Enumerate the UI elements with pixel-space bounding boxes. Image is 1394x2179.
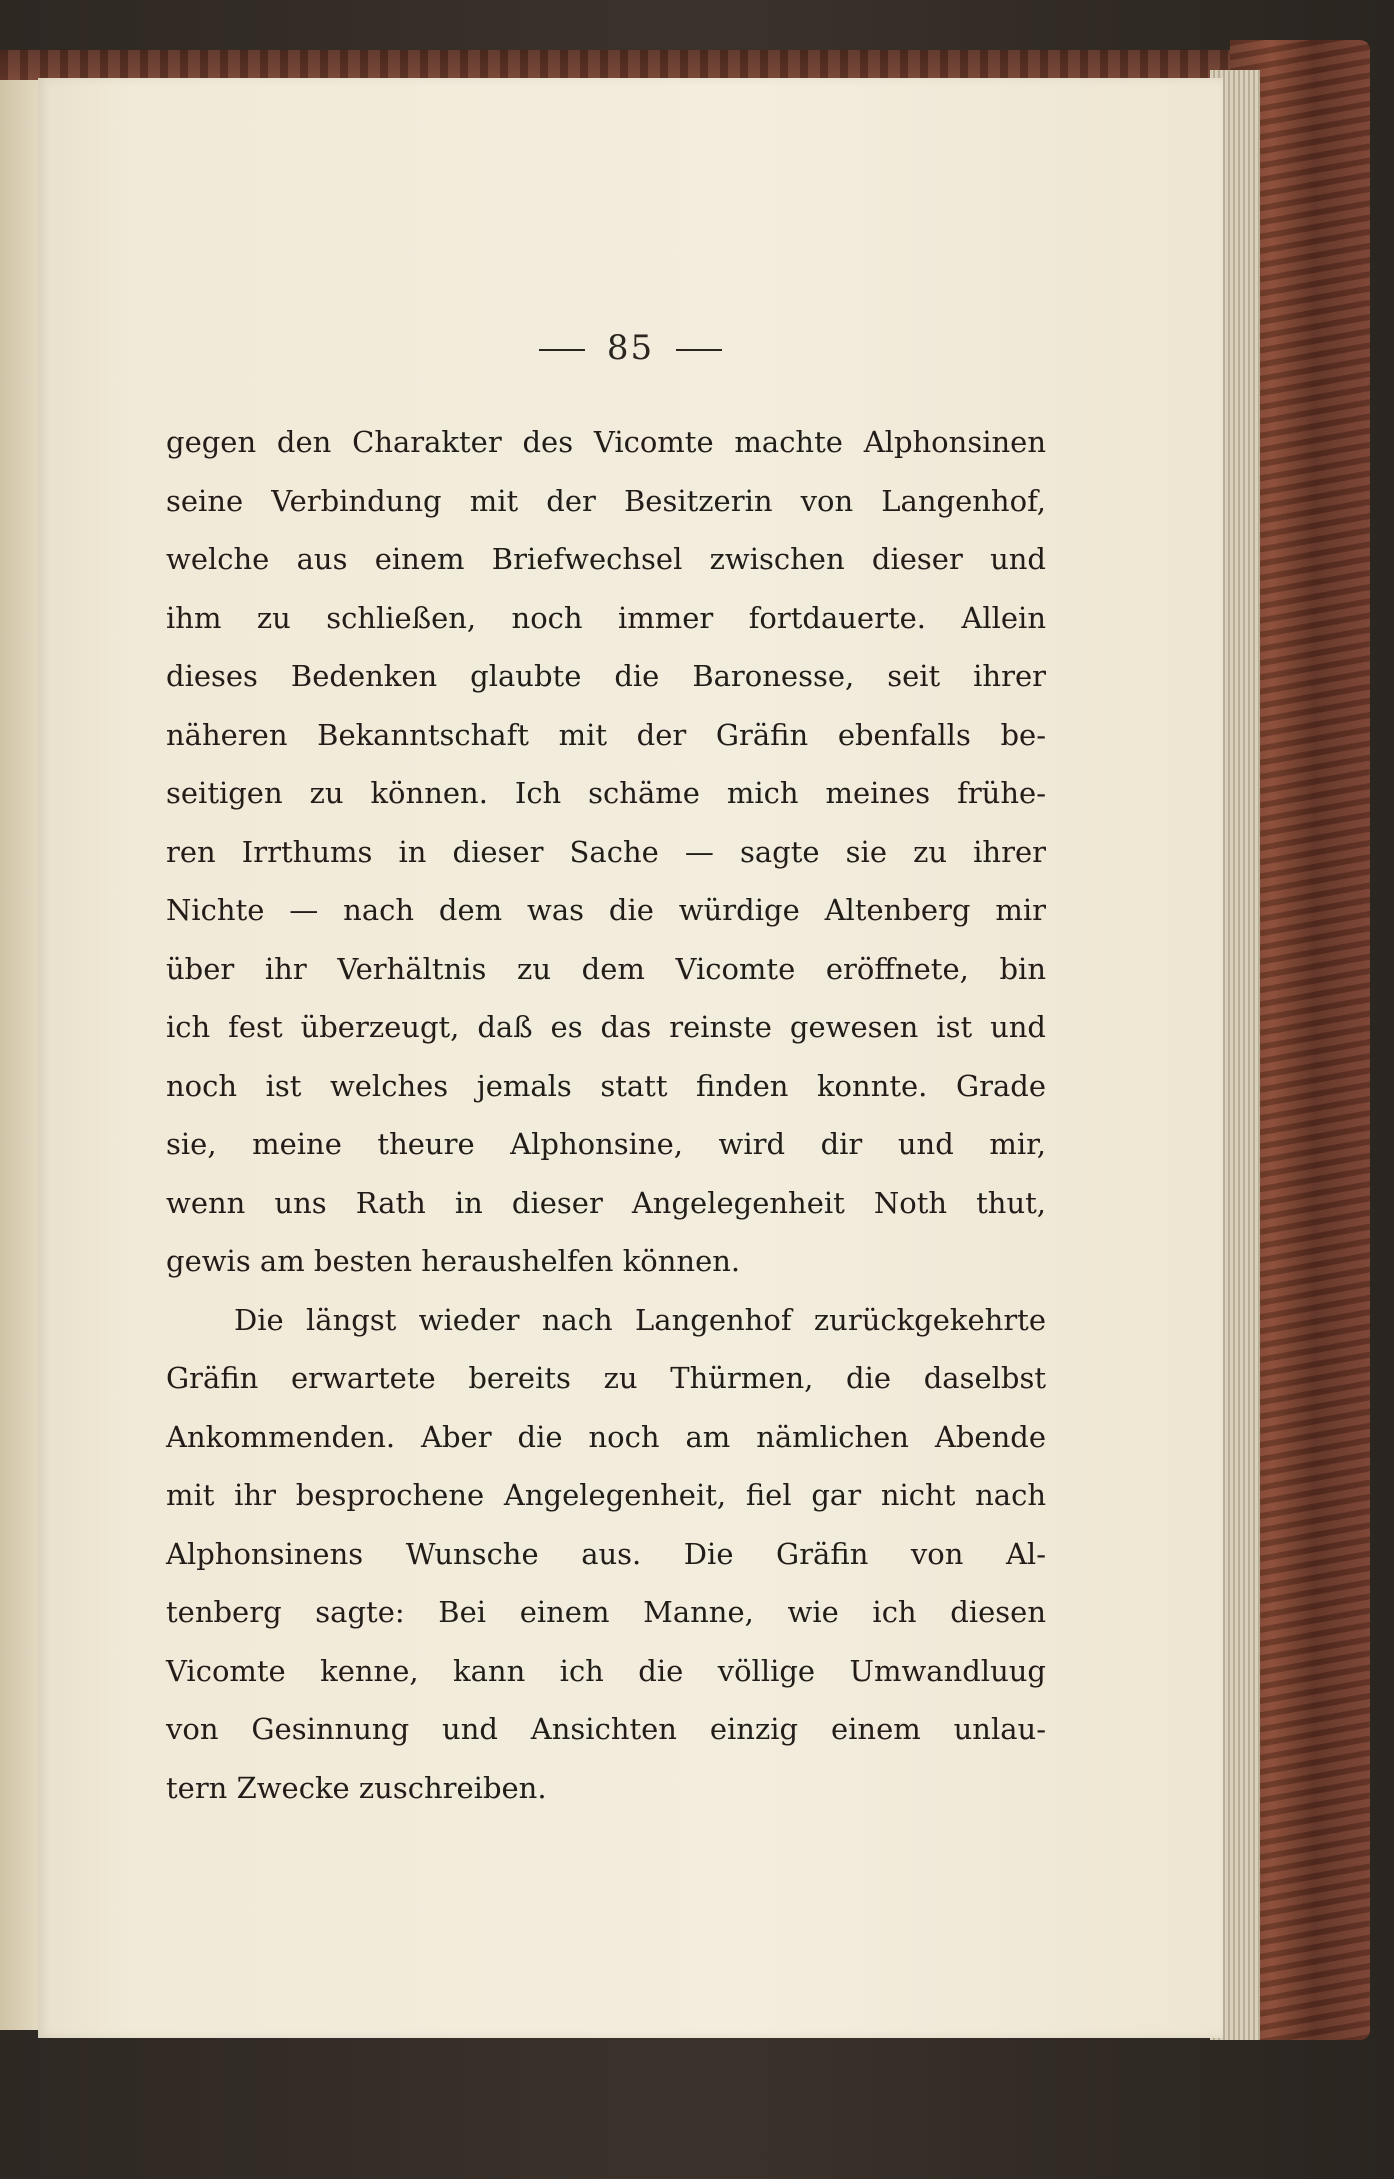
text-line: seine Verbindung mit der Besitzerin von Langenhof, — [166, 483, 1046, 518]
previous-page-sliver — [0, 80, 40, 2030]
text-line: Alphonsinens Wunsche aus. Die Gräfin von Al- — [166, 1536, 1046, 1571]
text-line: über ihr Verhältnis zu dem Vicomte eröffnete, bin — [166, 951, 1046, 986]
text-line: ren Irrthums in dieser Sache — sagte sie zu ihrer — [166, 834, 1046, 869]
text-line: ihm zu schließen, noch immer fortdauerte. Allein — [166, 600, 1046, 635]
text-line: tern Zwecke zuschreiben. — [166, 1770, 547, 1805]
text-line: wenn uns Rath in dieser Angelegenheit Noth thut, — [166, 1185, 1046, 1220]
text-line: gewis am besten heraushelfen können. — [166, 1244, 741, 1278]
text-line: Vicomte kenne, kann ich die völlige Umwandluug — [166, 1653, 1046, 1688]
page-header — [38, 328, 1223, 368]
paragraph-2 — [166, 1291, 1046, 1818]
page-number: 85 — [606, 328, 655, 368]
text-line: sie, meine theure Alphonsine, wird dir und mir, — [166, 1127, 1046, 1161]
header-dash-right — [676, 349, 722, 351]
text-line: dieses Bedenken glaubte die Baronesse, seit ihrer — [166, 659, 1046, 693]
paragraph-1 — [166, 413, 1046, 1291]
text-line: tenberg sagte: Bei einem Manne, wie ich diesen — [166, 1595, 1046, 1629]
body-text — [166, 413, 1046, 1817]
text-line: noch ist welches jemals statt finden konnte. Grade — [166, 1068, 1046, 1103]
text-line: gegen den Charakter des Vicomte machte Alphonsinen — [166, 425, 1046, 459]
text-line: mit ihr besprochene Angelegenheit, fiel gar nicht nach — [166, 1478, 1046, 1512]
text-line: Ankommenden. Aber die noch am nämlichen Abende — [166, 1419, 1046, 1454]
text-line: näheren Bekanntschaft mit der Gräfin ebenfalls be- — [166, 717, 1046, 752]
text-line: seitigen zu können. Ich schäme mich meines frühe- — [166, 776, 1046, 810]
text-line: Die längst wieder nach Langenhof zurückgekehrte — [234, 1302, 1046, 1337]
text-line: ich fest überzeugt, daß es das reinste gewesen ist und — [166, 1010, 1046, 1044]
text-line: Nichte — nach dem was die würdige Altenberg mir — [166, 893, 1046, 927]
text-line: von Gesinnung und Ansichten einzig einem unlau- — [166, 1712, 1046, 1746]
header-dash-left — [539, 349, 585, 351]
book-page — [38, 78, 1223, 2038]
text-line: Gräfin erwartete bereits zu Thürmen, die daselbst — [166, 1361, 1046, 1395]
text-line: welche aus einem Briefwechsel zwischen dieser und — [166, 542, 1046, 576]
